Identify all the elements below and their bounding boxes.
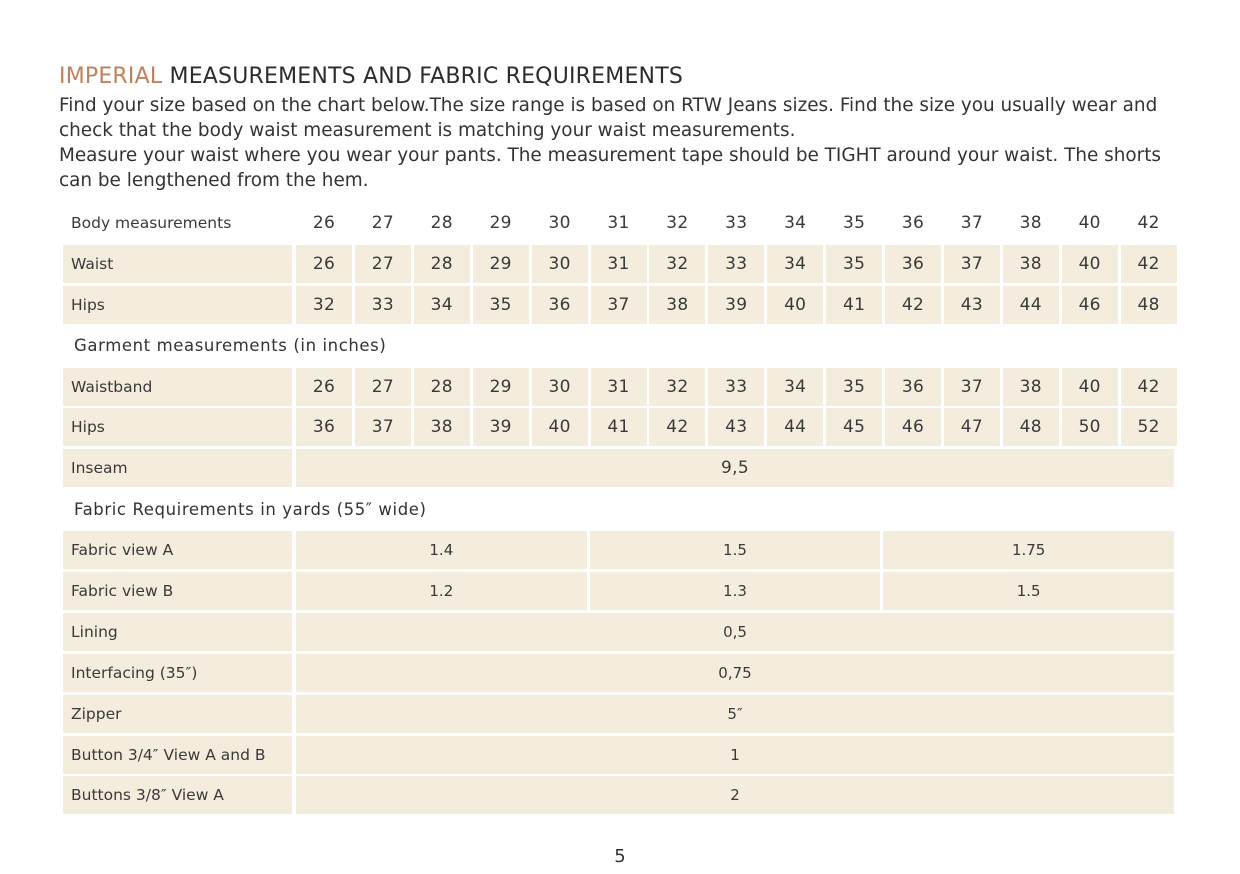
size-cell: 47 [944,408,1000,446]
section-label: Fabric Requirements in yards (55″ wide) [74,499,427,519]
fabric-row [63,613,1177,651]
row-label: Lining [63,613,292,651]
size-cell: 48 [1121,286,1177,324]
size-cell: 32 [296,286,352,324]
size-cell: 37 [960,213,983,233]
size-cell: 44 [767,408,823,446]
fabric-row [63,736,1177,774]
row-label: Waistband [63,368,292,406]
garment-row [63,368,1177,406]
size-cell: 30 [532,245,588,283]
row-label: Fabric view A [63,531,292,569]
row-label: Body measurements [71,214,232,232]
size-cell: 38 [1003,368,1059,406]
size-cell: 31 [607,213,630,233]
section-label: Garment measurements (in inches) [74,336,387,356]
row-label: Waist [63,245,292,283]
size-cell: 29 [473,245,529,283]
size-cell: 32 [666,213,689,233]
fabric-row [63,572,1177,610]
row-label: Inseam [63,449,292,487]
size-cell: 31 [591,368,647,406]
size-cell: 36 [296,408,352,446]
size-cell: 38 [649,286,705,324]
size-cell: 43 [944,286,1000,324]
size-cell: 40 [1062,245,1118,283]
row-label: Zipper [63,695,292,733]
size-cell: 33 [725,213,748,233]
size-cell: 35 [826,368,882,406]
garment-section-row [63,327,1177,365]
row-label: Hips [63,408,292,446]
size-cell: 40 [1078,213,1101,233]
size-cell: 45 [826,408,882,446]
value-cell: 0,75 [296,654,1174,692]
size-cell: 35 [473,286,529,324]
size-cell: 31 [591,245,647,283]
size-cell: 44 [1003,286,1059,324]
size-cell: 33 [708,245,764,283]
size-cell: 29 [489,213,512,233]
size-cell: 38 [1003,245,1059,283]
size-cell: 32 [649,368,705,406]
size-cell: 36 [532,286,588,324]
size-cell: 40 [1062,368,1118,406]
size-cell: 34 [767,245,823,283]
size-cell: 30 [532,368,588,406]
size-cell: 28 [430,213,453,233]
size-cell: 50 [1062,408,1118,446]
size-cell: 40 [767,286,823,324]
size-cell: 35 [842,213,866,233]
value-cell: 1.4 [296,531,587,569]
inseam-row [63,449,1177,487]
size-cell: 42 [885,286,941,324]
size-cell: 36 [885,245,941,283]
size-cell: 38 [1019,213,1042,233]
fabric-row [63,695,1177,733]
measurements-table [63,204,1177,817]
size-cell: 39 [708,286,764,324]
size-cell: 48 [1003,408,1059,446]
size-cell: 40 [532,408,588,446]
size-cell: 30 [548,213,571,233]
intro-paragraph: Measure your waist where you wear your pants. The measurement tape should be TIGHT around your waist. The shorts can be lengthened from the hem. [59,145,1161,191]
fabric-row [63,654,1177,692]
size-cell: 42 [1121,368,1177,406]
size-cell: 46 [885,408,941,446]
body-row [63,286,1177,324]
fabric-row [63,776,1177,814]
value-cell: 1.3 [590,572,881,610]
size-cell: 37 [944,245,1000,283]
size-cell: 27 [371,213,394,233]
size-cell: 27 [355,368,411,406]
size-cell: 26 [296,245,352,283]
size-cell: 34 [414,286,470,324]
size-cell: 41 [591,408,647,446]
size-cell: 39 [473,408,529,446]
size-cell: 41 [826,286,882,324]
size-cell: 28 [414,368,470,406]
size-cell: 32 [649,245,705,283]
size-cell: 42 [1137,213,1160,233]
value-cell: 0,5 [296,613,1174,651]
title-accent: IMPERIAL [59,64,163,89]
body-header-row [63,204,1177,242]
size-cell: 36 [901,213,925,233]
size-cell: 33 [708,368,764,406]
row-label: Hips [63,286,292,324]
value-cell: 9,5 [296,449,1174,487]
intro-text [59,93,1189,193]
value-cell: 1.5 [590,531,881,569]
size-cell: 34 [767,368,823,406]
value-cell: 1 [296,736,1174,774]
value-cell: 1.2 [296,572,587,610]
size-cell: 46 [1062,286,1118,324]
size-cell: 26 [312,213,336,233]
size-cell: 42 [1121,245,1177,283]
size-cell: 43 [708,408,764,446]
size-cell: 37 [355,408,411,446]
garment-row [63,408,1177,446]
page-number: 5 [614,846,626,867]
size-cell: 34 [784,213,807,233]
title-rest: MEASUREMENTS AND FABRIC REQUIREMENTS [162,64,684,89]
fabric-row [63,531,1177,569]
row-label: Interfacing (35″) [63,654,292,692]
value-cell: 1.75 [883,531,1174,569]
size-cell: 42 [649,408,705,446]
size-cell: 52 [1121,408,1177,446]
body-row [63,245,1177,283]
size-cell: 36 [885,368,941,406]
row-label: Buttons 3/8″ View A [63,776,292,814]
fabric-section-row [63,490,1177,528]
size-cell: 37 [591,286,647,324]
size-cell: 37 [944,368,1000,406]
size-cell: 28 [414,245,470,283]
size-cell: 26 [296,368,352,406]
size-cell: 38 [414,408,470,446]
page-title [59,64,683,89]
value-cell: 1.5 [883,572,1174,610]
size-cell: 33 [355,286,411,324]
value-cell: 5″ [296,695,1174,733]
size-cell: 27 [355,245,411,283]
intro-paragraph: Find your size based on the chart below.The size range is based on RTW Jeans sizes. Find the size you usually wear and check that the body waist measurement is matching your waist measurements. [59,95,1158,141]
value-cell: 2 [296,776,1174,814]
size-cell: 29 [473,368,529,406]
row-label: Button 3/4″ View A and B [63,736,292,774]
row-label: Fabric view B [63,572,292,610]
size-cell: 35 [826,245,882,283]
